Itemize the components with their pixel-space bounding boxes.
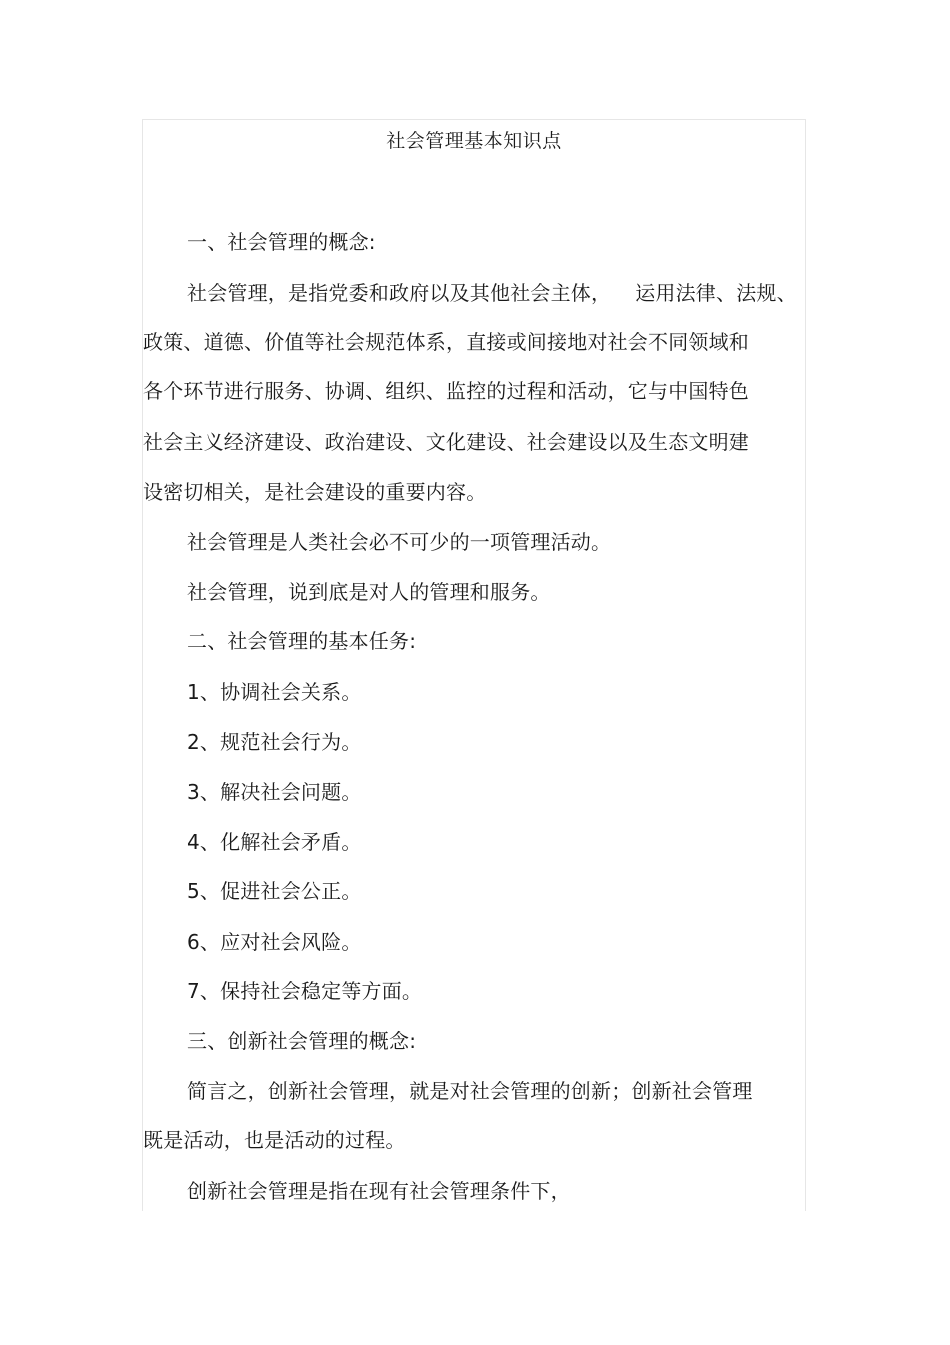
document-title: 社会管理基本知识点: [386, 130, 562, 152]
paragraph-text: 社会管理，是指党委和政府以及其他社会主体，: [187, 281, 612, 305]
paragraph-text: 运用法律、法规、: [635, 281, 797, 305]
list-item: 5、促进社会公正。: [187, 879, 362, 903]
list-item: 3、解决社会问题。: [187, 780, 362, 804]
paragraph-line: 社会管理是人类社会必不可少的一项管理活动。: [187, 530, 612, 554]
list-item: 7、保持社会稳定等方面。: [187, 979, 423, 1003]
paragraph-line: 社会主义经济建设、政治建设、文化建设、社会建设以及生态文明建: [143, 430, 749, 454]
paragraph-line: 设密切相关，是社会建设的重要内容。: [143, 480, 487, 504]
paragraph-line: 各个环节进行服务、协调、组织、监控的过程和活动，它与中国特色: [143, 379, 749, 403]
paragraph-line: [187, 279, 797, 307]
list-item: 6、应对社会风险。: [187, 930, 362, 954]
paragraph-line: 既是活动，也是活动的过程。: [143, 1128, 406, 1152]
section-heading-3: 三、创新社会管理的概念:: [187, 1029, 417, 1053]
paragraph-line: 简言之，创新社会管理，就是对社会管理的创新；创新社会管理: [187, 1079, 753, 1103]
list-item: 4、化解社会矛盾。: [187, 830, 362, 854]
section-heading-2: 二、社会管理的基本任务:: [187, 629, 417, 653]
paragraph-line: 创新社会管理是指在现有社会管理条件下，: [187, 1179, 571, 1203]
paragraph-line: 政策、道德、价值等社会规范体系，直接或间接地对社会不同领域和: [143, 330, 749, 354]
section-heading-1: 一、社会管理的概念:: [187, 230, 376, 254]
paragraph-line: 社会管理，说到底是对人的管理和服务。: [187, 580, 551, 604]
list-item: 1、协调社会关系。: [187, 680, 362, 704]
list-item: 2、规范社会行为。: [187, 730, 362, 754]
